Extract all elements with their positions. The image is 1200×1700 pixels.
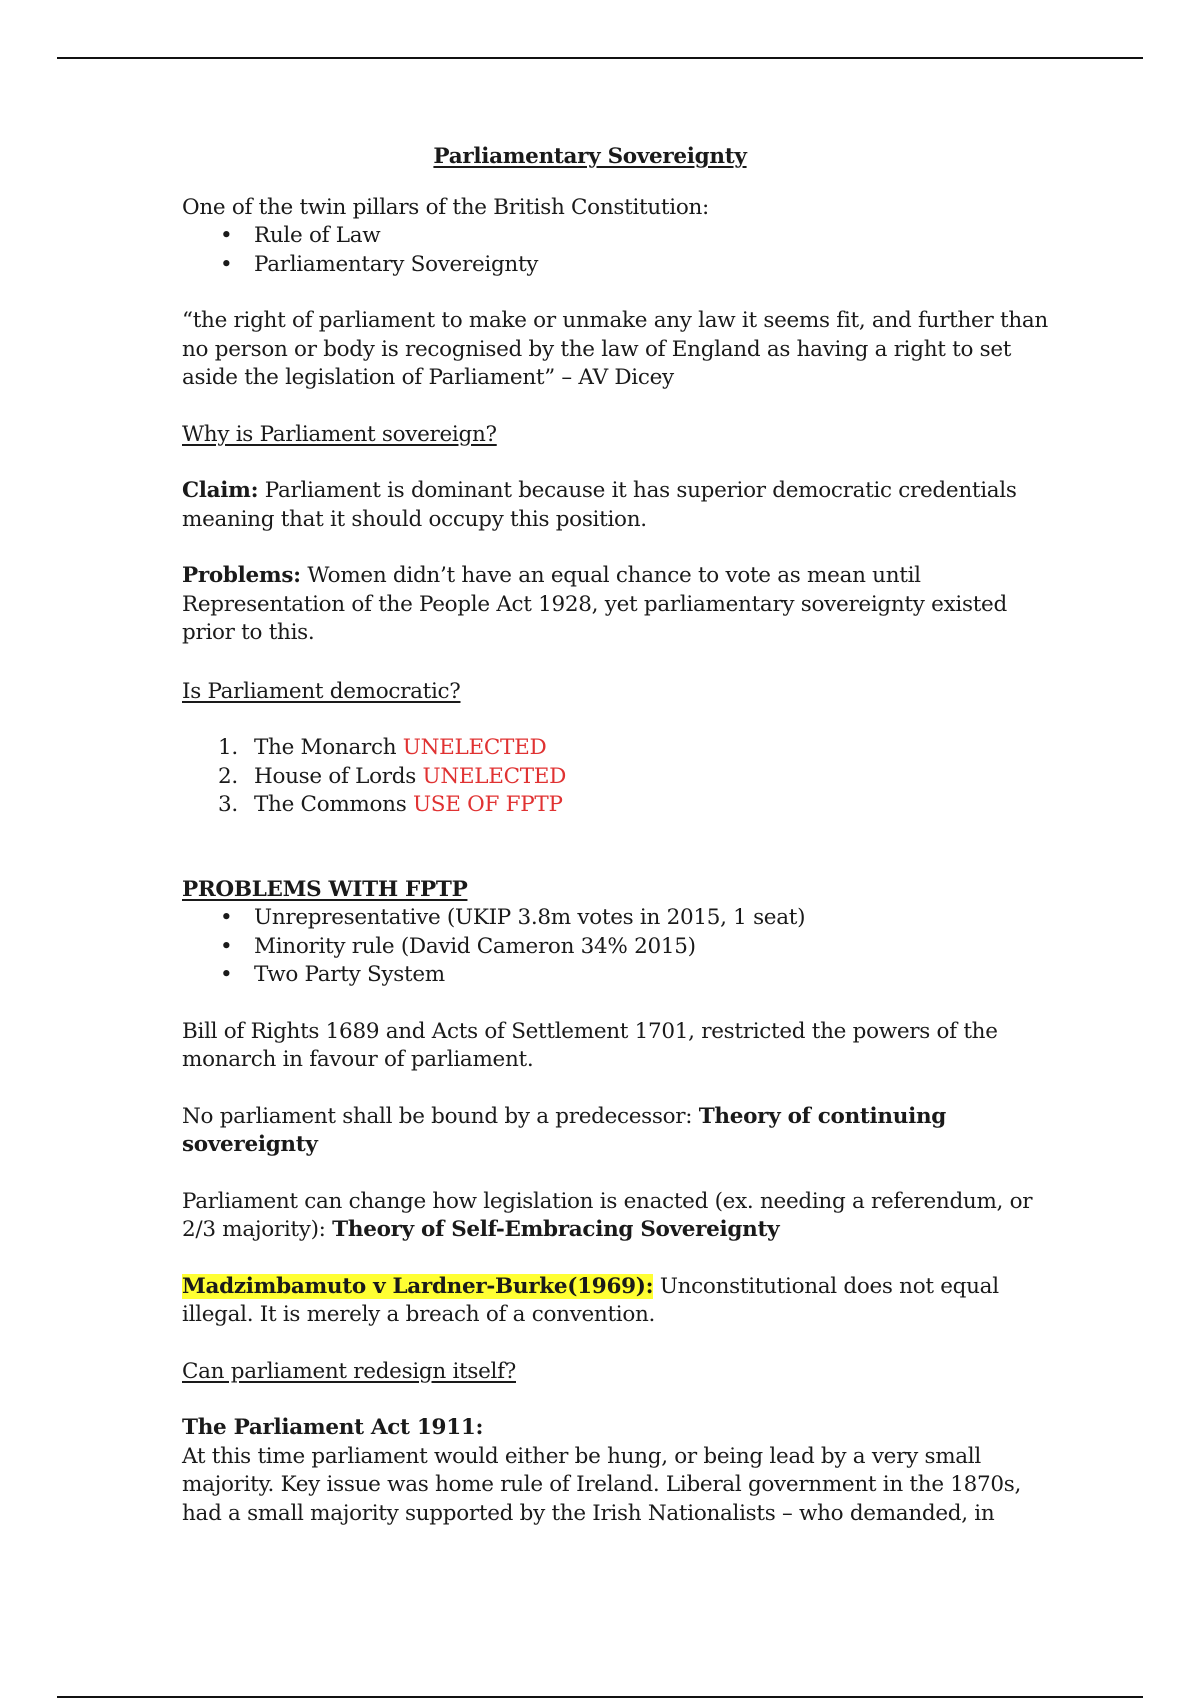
continuing-text: No parliament shall be bound by a predecessor: [182,1103,699,1129]
list-item [182,734,1062,763]
democratic-heading: Is Parliament democratic? [182,678,461,704]
list-text: The Monarch [254,735,403,760]
list-text: The Commons [254,792,413,817]
list-text: House of Lords [254,763,423,789]
list-number: 3. [218,792,238,817]
document-body [182,143,1062,1528]
dicey-quote: “the right of parliament to make or unmake any law it seems fit, and further than no person or body is recognised by the law of England as having a right to set aside the legislation of Parliament” – AV Dicey [182,308,1048,390]
list-note: USE OF FPTP [412,792,563,817]
problems-paragraph [182,562,1062,648]
democratic-list [182,734,1062,820]
self-embracing-paragraph [182,1188,1062,1245]
list-note: UNELECTED [402,735,547,760]
list-item: • Two Party System [182,961,1062,990]
pillars-list [182,222,1062,279]
list-number: 2. [218,763,238,789]
case-text: Unconstitutional does not equal illegal. It is merely a breach of a convention. [182,1273,999,1327]
list-note: UNELECTED [422,763,567,789]
document-title: Parliamentary Sovereignty [433,144,747,169]
claim-text: Parliament is dominant because it has superior democratic credentials meaning that it should occupy this position. [182,478,1017,532]
redesign-heading: Can parliament redesign itself? [182,1358,516,1384]
list-item: • Minority rule (David Cameron 34% 2015) [182,933,1062,962]
claim-paragraph [182,477,1062,534]
continuing-paragraph [182,1103,1062,1160]
list-item [182,763,1062,792]
bottom-rule [57,1696,1143,1698]
why-heading: Why is Parliament sovereign? [182,421,497,447]
fptp-heading: PROBLEMS WITH FPTP [182,876,468,902]
fptp-list [182,904,1062,990]
intro-text: One of the twin pillars of the British Constitution: [182,194,709,220]
top-rule [57,57,1143,59]
self-embracing-text: Parliament can change how legislation is enacted (ex. needing a referendum, or 2/3 majority): [182,1188,1033,1242]
list-number: 1. [218,735,238,760]
problems-label: Problems: [182,563,301,588]
problems-text: Women didn’t have an equal chance to vote as mean until Representation of the People Act 1928, yet parliamentary sovereignty existed prior to this. [182,563,1007,645]
self-embracing-bold: Theory of Self-Embracing Sovereignty [332,1217,780,1242]
continuing-bold: Theory of continuing sovereignty [182,1103,947,1157]
list-item: • Parliamentary Sovereignty [182,251,1062,280]
claim-label: Claim: [182,478,259,503]
list-item: • Unrepresentative (UKIP 3.8m votes in 2015, 1 seat) [182,904,1062,933]
list-item: • Rule of Law [182,222,1062,251]
case-name-highlight: Madzimbamuto v Lardner-Burke(1969): [182,1273,654,1299]
act-paragraph: At this time parliament would either be hung, or being lead by a very small majority. Key issue was home rule of Ireland. Liberal government in the 1870s, had a small majority supported by the Irish Nationalists – who demanded, in [182,1443,1022,1526]
case-paragraph [182,1273,1062,1330]
act-heading: The Parliament Act 1911: [182,1415,484,1440]
bill-of-rights-paragraph: Bill of Rights 1689 and Acts of Settlement 1701, restricted the powers of the monarch in favour of parliament. [182,1018,998,1072]
list-item [182,791,1062,820]
